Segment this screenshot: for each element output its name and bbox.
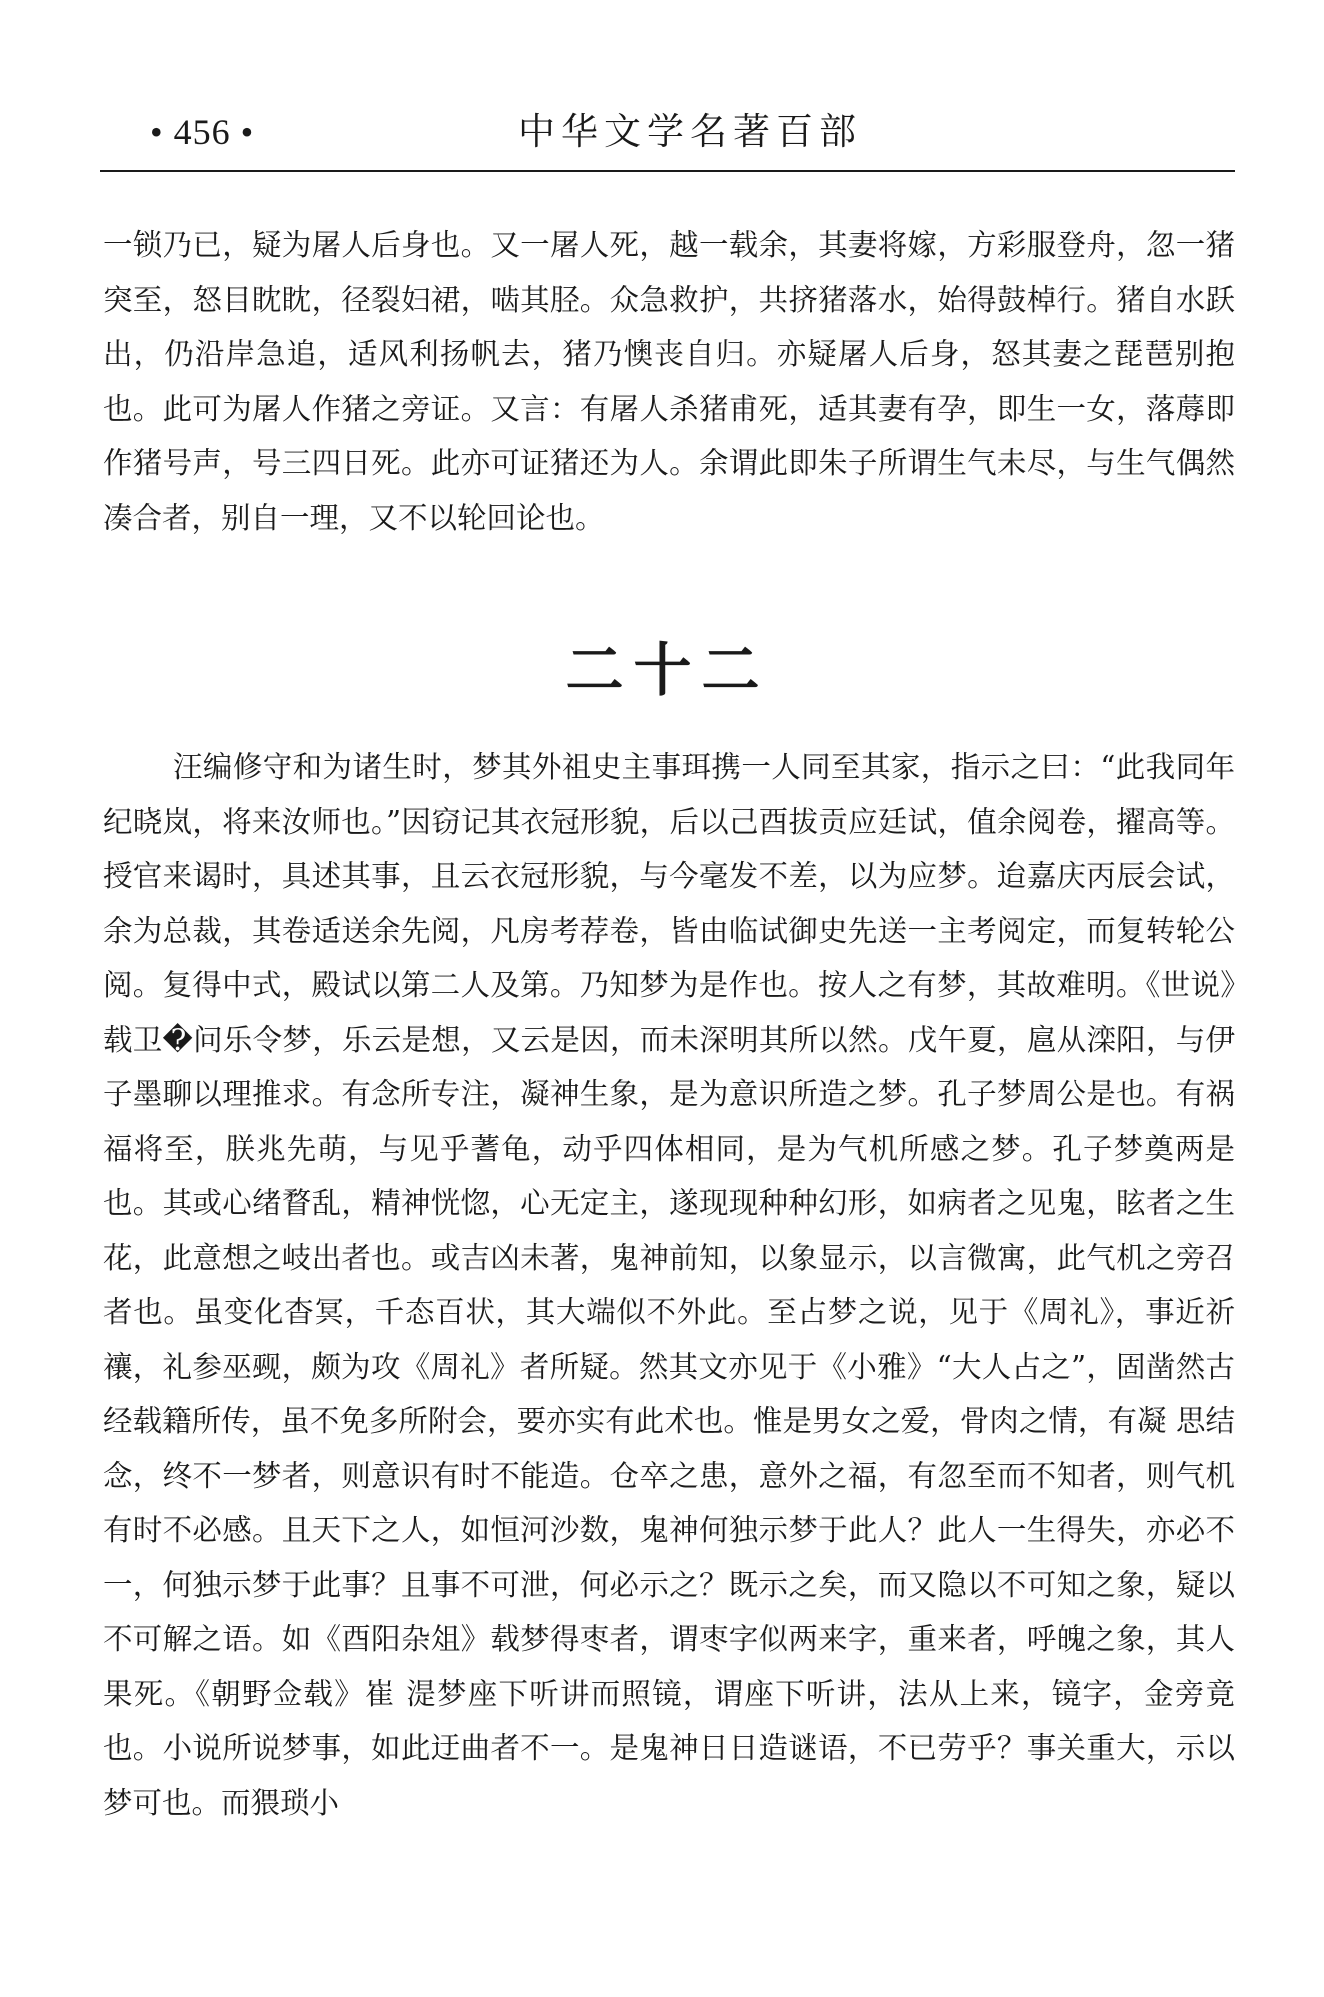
- page-header: [100, 108, 1235, 170]
- section-heading: 二十二: [565, 636, 770, 704]
- paragraph-continued: 一锁乃已，疑为屠人后身也。又一屠人死，越一载余，其妻将嫁，方彩服登舟，忽一猪突至，怒目眈眈，径裂妇裙，啮其胫。众急救护，共挤猪落水，始得鼓棹行。猪自水跃出，仍沿岸急追，适风利扬帆去，猪乃懊丧自归。亦疑屠人后身，怒其妻之琵琶别抱也。此可为屠人作猪之旁证。又言：有屠人杀猪甫死，适其妻有孕，即生一女，落蓐即作猪号声，号三四日死。此亦可证猪还为人。余谓此即朱子所谓生气未尽，与生气偶然凑合者，别自一理，又不以轮回论也。: [103, 228, 1235, 535]
- page-number: • 456 •: [150, 112, 255, 152]
- paragraph-section-22: 汪编修守和为诸生时，梦其外祖史主事珥携一人同至其家，指示之曰：“此我同年纪晓岚，将来汝师也。”因窃记其衣冠形貌，后以己酉拔贡应廷试，值余阅卷，擢高等。授官来谒时，具述其事，且云衣冠形貌，与今毫发不差，以为应梦。迨嘉庆丙辰会试，余为总裁，其卷适送余先阅，凡房考荐卷，皆由临试御史先送一主考阅定，而复转轮公阅。复得中式，殿试以第二人及第。乃知梦为是作也。按人之有梦，其故难明。《世说》载卫�问乐令梦，乐云是想，又云是因，而未深明其所以然。戊午夏，扈从滦阳，与伊子墨聊以理推求。有念所专注，凝神生象，是为意识所造之梦。孔子梦周公是也。有祸福将至，朕兆先萌，与见乎蓍龟，动乎四体相同，是为气机所感之梦。孔子梦奠两是也。其或心绪瞀乱，精神恍惚，心无定主，遂现现种种幻形，如病者之见鬼，眩者之生花，此意想之岐出者也。或吉凶未著，鬼神前知，以象显示，以言微寓，此气机之旁召者也。虽变化杳冥，千态百状，其大端似不外此。至占梦之说，见于《周礼》，事近祈禳，礼参巫觋，颇为攻《周礼》者所疑。然其文亦见于《小雅》“大人占之”，固凿然古经载籍所传，虽不免多所附会，要亦实有此术也。惟是男女之爱，骨肉之情，有凝 思结念，终不一梦者，则意识有时不能造。仓卒之患，意外之福，有忽至而不知者，则气机有时不必感。且天下之人，如恒河沙数，鬼神何独示梦于此人？此人一生得失，亦必不一，何独示梦于此事？且事不可泄，何必示之？既示之矣，而又隐以不可知之象，疑以不可解之语。如《酉阳杂俎》载梦得枣者，谓枣字似两来字，重来者，呼魄之象，其人果死。《朝野佥载》崔 湜梦座下听讲而照镜，谓座下听讲，法从上来，镜字，金旁竟也。小说所说梦事，如此迂曲者不一。是鬼神日日造谜语，不已劳乎？事关重大，示以梦可也。而猥琐小: [103, 750, 1235, 1820]
- running-title: 中华文学名著百部: [518, 110, 862, 153]
- header-rule: [100, 170, 1235, 172]
